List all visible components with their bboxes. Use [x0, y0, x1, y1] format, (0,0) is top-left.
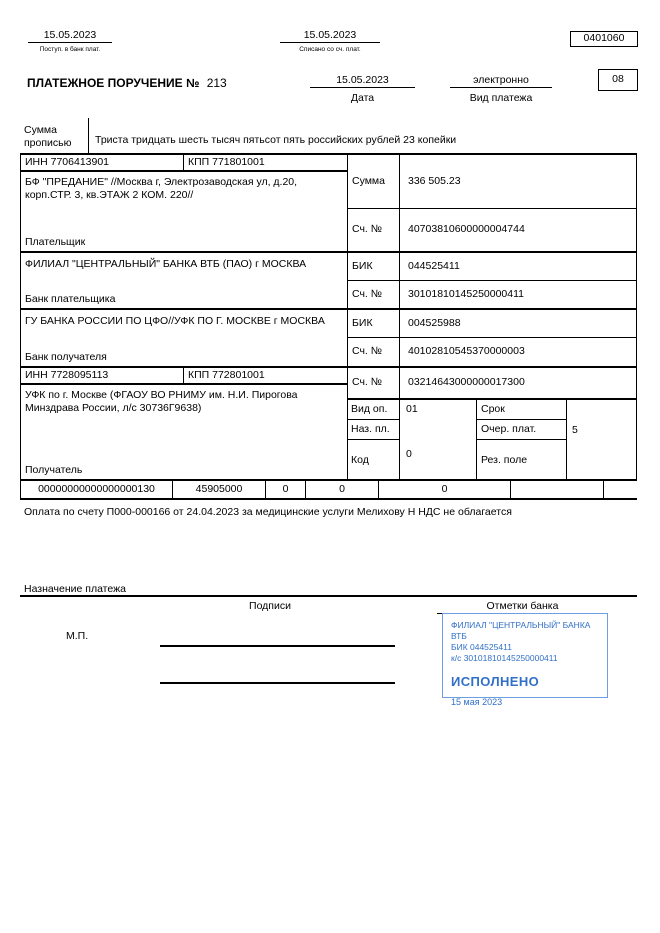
doc-date: 15.05.2023: [310, 74, 415, 88]
received-date-label: Поступ. в банк плат.: [39, 46, 101, 53]
kod-value: 0: [406, 448, 412, 460]
mp-label: М.П.: [66, 630, 89, 642]
amount-words-value: Триста тридцать шесть тысяч пятьсот пять российских рублей 23 копейки: [95, 134, 457, 146]
purpose-divider: [20, 583, 637, 597]
purpose-label: Назначение платежа: [24, 583, 126, 595]
doc-number: 213: [206, 76, 227, 90]
payer-label: Плательщик: [25, 235, 86, 248]
payee-account-row: [348, 368, 637, 400]
details-label-col: [348, 400, 400, 481]
payer-inn: ИНН 7706413901: [21, 155, 184, 170]
payee-bank-account-row: [348, 338, 637, 368]
details-label-col2: [477, 400, 567, 481]
amount-words-row: [20, 118, 637, 155]
payer-kpp: КПП 771801001: [184, 155, 348, 170]
signatures-title: Подписи: [249, 600, 291, 612]
payment-kind: электронно: [450, 74, 552, 88]
kod-label: Код: [351, 453, 369, 466]
signature-line-2: [160, 682, 395, 684]
stamp-date: 15 мая 2023: [451, 697, 503, 708]
status-code-box: [598, 69, 638, 91]
payee-bank-bik-row: [348, 310, 637, 338]
vid-op-label: Вид оп.: [348, 400, 400, 420]
tax-cell-number: 0: [379, 481, 511, 498]
ocher-plat-label: Очер. плат.: [477, 420, 567, 440]
payer-bank-bik-label: БИК: [348, 253, 400, 280]
payer-bank-bik-row: [348, 253, 637, 281]
status-code: 08: [612, 73, 624, 86]
payee-account-label: Сч. №: [348, 368, 400, 398]
stamp-corr-account: к/с 30101810145250000411: [451, 653, 558, 664]
ocher-plat-value: 5: [572, 424, 578, 436]
naz-pl-label: Наз. пл.: [348, 420, 400, 440]
details-value-col: [400, 400, 477, 481]
payer-account: 40703810600000004744: [408, 223, 525, 236]
doc-title-row: [27, 76, 227, 91]
payee-name: УФК по г. Москве (ФГАОУ ВО РНИМУ им. Н.И. Пирогова Минздрава России, л/с 30736Г9638): [25, 389, 298, 415]
stamp-bik: БИК 044525411: [451, 642, 512, 653]
payee-bank-block: [20, 310, 348, 368]
doc-title: ПЛАТЕЖНОЕ ПОРУЧЕНИЕ №: [27, 76, 200, 90]
doc-date-label: Дата: [350, 92, 375, 104]
payer-bank-account-row: [348, 281, 637, 310]
payer-bank-name: ФИЛИАЛ "ЦЕНТРАЛЬНЫЙ" БАНКА ВТБ (ПАО) г МОСКВА: [25, 258, 307, 270]
payee-block: [20, 385, 348, 481]
vid-op-value: 01: [406, 403, 418, 415]
payer-name: БФ "ПРЕДАНИЕ" //Москва г, Электрозаводская ул, д.20, корп.СТР. 3, кв.ЭТАЖ 2 КОМ. 220//: [25, 176, 298, 202]
amount-words-label: Сумма прописью: [20, 118, 89, 153]
tax-cell-type: [604, 481, 637, 498]
received-date: 15.05.2023: [28, 29, 112, 43]
payer-bank-account-label: Сч. №: [348, 281, 400, 308]
payee-inn: ИНН 7728095113: [21, 368, 184, 383]
payer-bank-account: 30101810145250000411: [408, 287, 525, 300]
payee-kpp: КПП 772801001: [184, 368, 348, 383]
payer-bank-label: Банк плательщика: [25, 292, 116, 305]
form-code-box: [570, 31, 638, 47]
tax-cell-basis: 0: [266, 481, 306, 498]
debited-date: 15.05.2023: [280, 29, 380, 43]
tax-cell-oktmo: 45905000: [173, 481, 266, 498]
amount-label: Сумма: [348, 155, 400, 208]
amount-row: [348, 155, 637, 209]
payee-label: Получатель: [25, 463, 83, 476]
payee-bank-label: Банк получателя: [25, 350, 107, 363]
payee-account: 03214643000000017300: [408, 376, 525, 389]
payee-bank-bik: 004525988: [408, 316, 461, 329]
signature-line-1: [160, 645, 395, 647]
payee-bank-account-label: Сч. №: [348, 338, 400, 366]
tax-cell-period: 0: [306, 481, 379, 498]
payer-block: [20, 172, 348, 253]
payee-bank-name: ГУ БАНКА РОССИИ ПО ЦФО//УФК ПО Г. МОСКВЕ г МОСКВА: [25, 315, 325, 327]
purpose-text: Оплата по счету П000-000166 от 24.04.2023 за медицинские услуги Мелихову Н НДС не облагается: [24, 506, 512, 518]
bank-stamp: [442, 613, 608, 708]
amount-value: 336 505.23: [408, 174, 461, 187]
payer-account-label: Сч. №: [348, 209, 400, 251]
payer-bank-bik: 044525411: [408, 259, 460, 272]
tax-cell-kbk: 00000000000000000130: [21, 481, 173, 498]
payee-inn-kpp-row: [20, 368, 348, 385]
payer-inn-kpp-row: [20, 155, 348, 172]
rez-pole-label: Рез. поле: [481, 453, 528, 466]
payer-bank-block: [20, 253, 348, 310]
payee-bank-account: 40102810545370000003: [408, 345, 525, 358]
srok-label: Срок: [477, 400, 567, 420]
payment-details-grid: [348, 400, 637, 481]
bank-marks-title: Отметки банка: [437, 600, 608, 614]
debited-date-label: Списано со сч. плат.: [299, 46, 361, 53]
payer-account-row: [348, 209, 637, 253]
form-code: 0401060: [583, 32, 625, 45]
stamp-bank-name: ФИЛИАЛ "ЦЕНТРАЛЬНЫЙ" БАНКА ВТБ: [451, 620, 591, 642]
payee-bank-bik-label: БИК: [348, 310, 400, 337]
details-value-col2: [567, 400, 637, 481]
tax-fields-row: [20, 481, 637, 500]
stamp-status: ИСПОЛНЕНО: [451, 674, 540, 690]
payment-kind-label: Вид платежа: [469, 92, 533, 104]
tax-cell-date: [511, 481, 604, 498]
